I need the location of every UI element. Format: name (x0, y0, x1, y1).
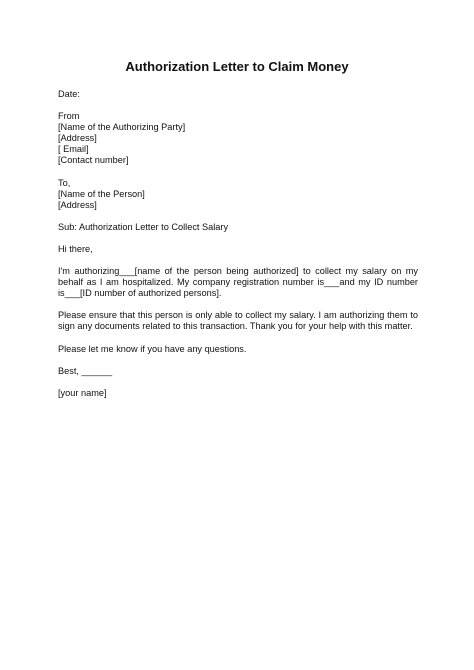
from-contact: [Contact number] (58, 155, 129, 166)
spacer (58, 211, 418, 222)
greeting: Hi there, (58, 243, 93, 254)
closing: Best, ______ (58, 365, 113, 376)
paragraph-authorization: I'm authorizing___[name of the person being authorized] to collect my salary on my behalf as I am hospitalized. My company registration number is___and my ID number is___[ID number of authorized persons]. (58, 266, 418, 299)
from-name: [Name of the Authorizing Party] (58, 122, 186, 133)
signature: [your name] (58, 387, 107, 398)
spacer (58, 167, 418, 178)
spacer (58, 377, 418, 388)
spacer (58, 255, 418, 266)
paragraph-instructions: Please ensure that this person is only able to collect my salary. I am authorizing them to sign any documents related to this transaction. Thank you for your help with this matter. (58, 310, 418, 332)
spacer (58, 100, 418, 111)
to-address: [Address] (58, 199, 97, 210)
from-label: From (58, 111, 80, 122)
from-email: [ Email] (58, 144, 89, 155)
to-name: [Name of the Person] (58, 188, 145, 199)
to-label: To, (58, 177, 71, 188)
letter-title: Authorization Letter to Claim Money (125, 59, 349, 74)
from-address: [Address] (58, 133, 97, 144)
spacer (58, 233, 418, 244)
spacer (58, 355, 418, 366)
spacer (58, 333, 418, 344)
date-label: Date: (58, 89, 80, 99)
spacer (58, 299, 418, 310)
paragraph-questions: Please let me know if you have any questions. (58, 343, 247, 354)
letter-body (58, 89, 418, 399)
subject-line: Sub: Authorization Letter to Collect Salary (58, 221, 229, 232)
